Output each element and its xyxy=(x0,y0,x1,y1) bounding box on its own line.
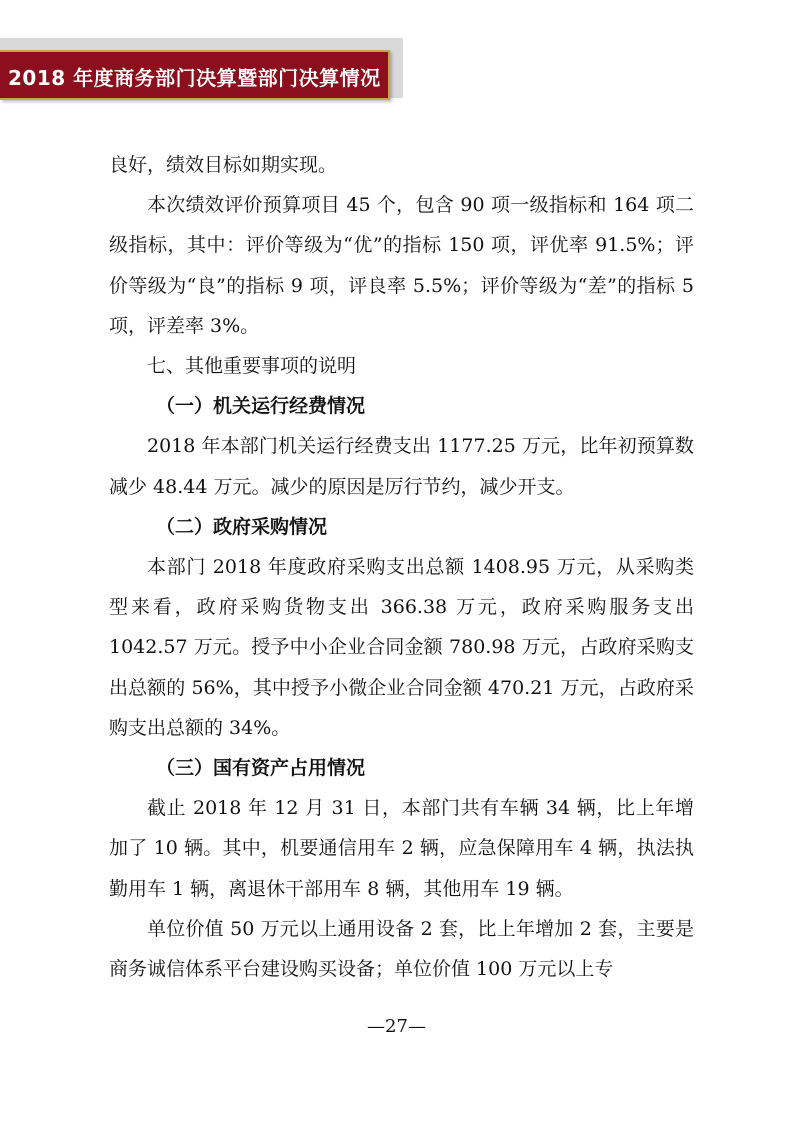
paragraph-performance-evaluation: 本次绩效评价预算项目 45 个，包含 90 项一级指标和 164 项二级指标，其中：评价等级为“优”的指标 150 项，评优率 91.5%；评价等级为“良”的指标 9 项，评良率 5.5%；评价等级为“差”的指标 5 项，评差率 3%。 xyxy=(109,194,694,337)
paragraph-equipment: 单位价值 50 万元以上通用设备 2 套，比上年增加 2 套，主要是商务诚信体系平台建设购买设备；单位价值 100 万元以上专 xyxy=(109,917,694,981)
subsection-heading-state-assets: （三）国有资产占用情况 xyxy=(156,757,366,780)
paragraph-vehicles: 截止 2018 年 12 月 31 日，本部门共有车辆 34 辆，比上年增加了 10 辆。其中，机要通信用车 2 辆，应急保障用车 4 辆，执法执勤用车 1 辆，离退休干部用车 8 辆，其他用车 19 辆。 xyxy=(109,797,694,900)
subsection-heading-government-procurement: （二）政府采购情况 xyxy=(156,515,328,538)
paragraph-government-procurement: 本部门 2018 年度政府采购支出总额 1408.95 万元，从采购类型来看，政府采购货物支出 366.38 万元，政府采购服务支出 1042.57 万元。授予中小企业合同金额 780.98 万元，占政府采购支出总额的 56%，其中授予小微企业合同金额 470.21 万元，占政府采购支出总额的 34%。 xyxy=(109,556,694,739)
section-heading-other-matters: 七、其他重要事项的说明 xyxy=(147,355,357,378)
page-number: —27— xyxy=(367,1016,426,1037)
subsection-heading-operating-expenses: （一）机关运行经费情况 xyxy=(156,395,366,418)
paragraph-operating-expenses: 2018 年本部门机关运行经费支出 1177.25 万元，比年初预算数减少 48.44 万元。减少的原因是厉行节约，减少开支。 xyxy=(109,435,694,498)
header-title: 2018 年度商务部门决算暨部门决算情况 xyxy=(8,66,381,90)
document-body xyxy=(109,145,694,989)
paragraph-continuation: 良好，绩效目标如期实现。 xyxy=(109,154,338,176)
header-band xyxy=(0,50,390,100)
